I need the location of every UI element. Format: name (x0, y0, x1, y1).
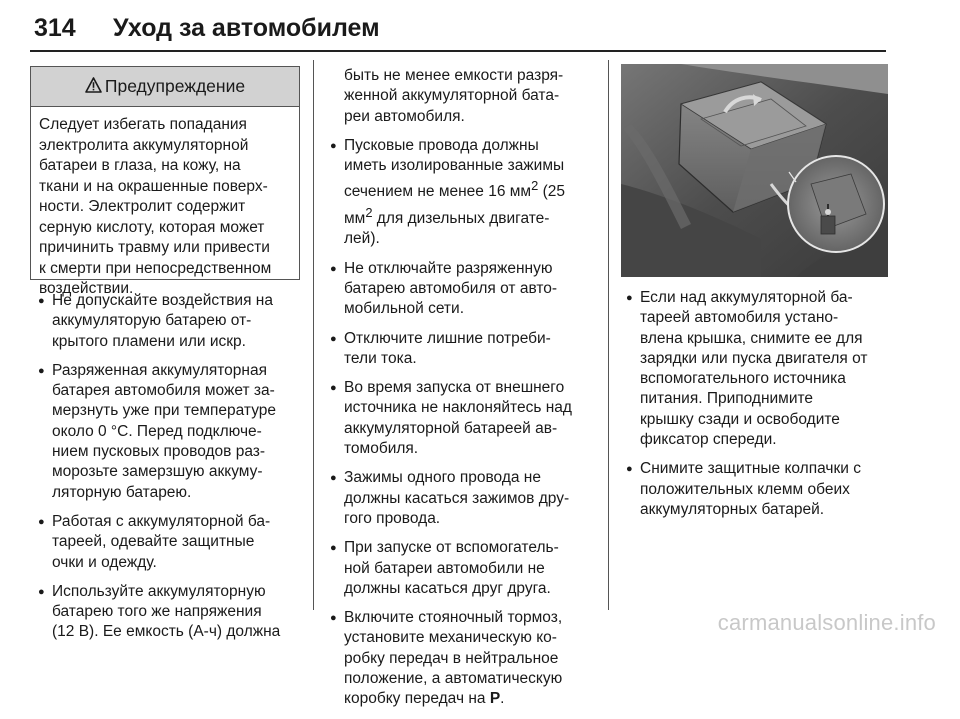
warning-line: воздействии. (39, 280, 134, 297)
warning-line: к смерти при непосредственном (39, 259, 272, 277)
bullet-item: ● Используйте аккумуляторную батарею того же напряжения (12 В). Ее емкость (А-ч) должна (30, 582, 310, 643)
header-rule (30, 50, 886, 52)
bullet-item: ● Снимите защитные колпачки с положительных клемм обеих аккумуляторных батарей. (618, 459, 890, 520)
bullet-item: ● Во время запуска от внешнего источника не наклоняйтесь над аккумуляторной батареей ав- томобиля. (322, 378, 606, 459)
bullet-item: ● При запуске от вспомогатель- ной батареи автомобили не должны касаться друг друга. (322, 538, 606, 599)
bullet-item: ● Отключите лишние потреби- тели тока. (322, 329, 606, 370)
bullet-item: ● Работая с аккумуляторной ба- тареей, одевайте защитные очки и одежду. (30, 512, 310, 573)
bullet-item: ● Разряженная аккумуляторная батарея автомобиля может за- мерзнуть уже при температуре около 0 °C. Перед подключе- нием пусковых проводов раз- морозьте замерзшую аккуму- ляторную батарею. (30, 361, 310, 503)
warning-line: причинить травму или привести (39, 239, 270, 256)
warning-line: ности. Электролит содержит (39, 198, 246, 215)
column-2 (322, 66, 606, 719)
warning-line: батареи в глаза, на кожу, на (39, 157, 241, 174)
battery-cover-photo (621, 64, 888, 277)
bullet-item: ● Пусковые провода должны иметь изолированные зажимы сечением не менее 16 $мм^2$ (25 $мм^2$ для дизельных двигате- лей). (322, 136, 606, 250)
engine-bay-illustration (621, 64, 888, 277)
page-number: 314 (34, 14, 76, 42)
warning-text (31, 107, 299, 300)
warning-header (31, 67, 299, 107)
bullet-item: ● Не отключайте разряженную батарею автомобиля от авто- мобильной сети. (322, 259, 606, 320)
bullet-item: ● Зажимы одного провода не должны касаться зажимов дру- гого провода. (322, 468, 606, 529)
warning-line: ткани и на окрашенные поверх- (39, 177, 268, 195)
column-1 (30, 291, 310, 652)
watermark: carmanualsonline.info (717, 610, 936, 635)
warning-line: серную кислоту, которая может (39, 218, 265, 236)
bullet-item: ● Если над аккумуляторной ба- тареей автомобиля устано- влена крышка, снимите ее для зарядки или пуска двигателя от вспомогательного источника питания. Приподнимите крышку сзади и освободите фиксатор спереди. (618, 288, 890, 450)
warning-line: электролита аккумуляторной (39, 136, 249, 154)
warning-line: Следует избегать попадания (39, 116, 247, 133)
bullet-item: ● Не допускайте воздействия на аккумуляторую батарею от- крытого пламени или искр. (30, 291, 310, 352)
column-divider (608, 60, 609, 610)
column-3 (618, 288, 890, 529)
warning-triangle-icon (85, 77, 102, 96)
column-divider (313, 60, 314, 610)
continued-text: быть не менее емкости разря- женной аккумуляторной бата- реи автомобиля. (344, 67, 564, 125)
warning-box (30, 66, 300, 297)
chapter-title: Уход за автомобилем (113, 14, 380, 42)
warning-title: Предупреждение (104, 76, 246, 96)
bullet-item: ● Включите стояночный тормоз, установите механическую ко- робку передач в нейтральное положение, а автоматическую коробку передач на P. (322, 608, 606, 709)
